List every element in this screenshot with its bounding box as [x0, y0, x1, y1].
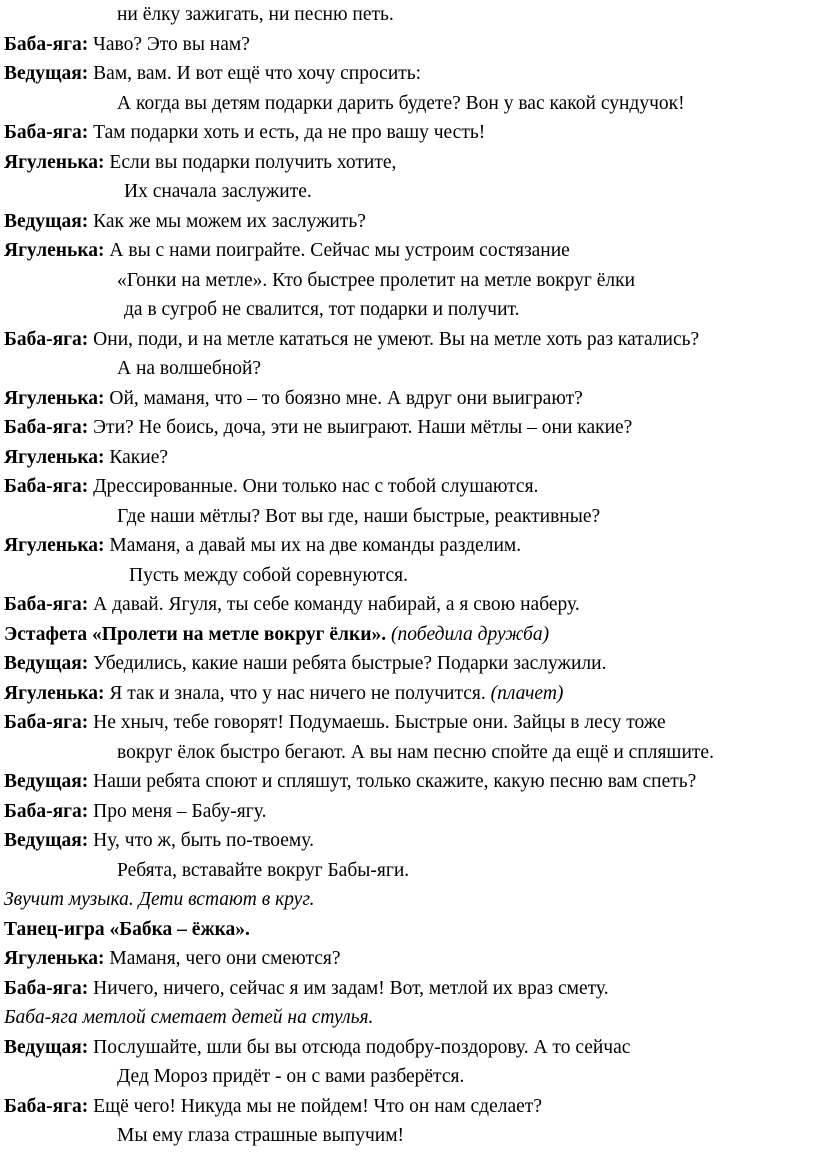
speaker-label: Ягуленька:: [4, 683, 105, 704]
speaker-label: Ягуленька:: [4, 388, 105, 409]
script-line: вокруг ёлок быстро бегают. А вы нам песню спойте да ещё и спляшите.: [117, 742, 714, 763]
stage-direction-heading: [4, 620, 549, 649]
script-line: Мы ему глаза страшные выпучим!: [117, 1125, 405, 1146]
script-line: [4, 767, 696, 796]
script-line: [4, 207, 366, 236]
script-line: [4, 443, 168, 472]
script-line: да в сугроб не свалится, тот подарки и получит.: [124, 299, 520, 320]
script-line: [4, 384, 583, 413]
speaker-label: Баба-яга:: [4, 122, 89, 143]
line-text: Ой, маманя, что – то боязно мне. А вдруг они выиграют?: [104, 388, 583, 409]
script-line: [4, 236, 570, 265]
line-text: Какие?: [104, 447, 169, 468]
script-line: [4, 1033, 630, 1062]
script-line: [4, 797, 266, 826]
stage-direction-heading: Танец-игра «Бабка – ёжка».: [4, 919, 250, 940]
script-line: Пусть между собой соревнуются.: [129, 565, 408, 586]
script-line: А когда вы детям подарки дарить будете? Вон у вас какой сундучок!: [117, 93, 685, 114]
speaker-label: Баба-яга:: [4, 801, 89, 822]
script-line: [4, 708, 666, 737]
speaker-label: Ягуленька:: [4, 447, 105, 468]
stage-direction: Звучит музыка. Дети встают в круг.: [4, 889, 315, 910]
line-text: Ну, что ж, быть по-твоему.: [88, 830, 314, 851]
speaker-label: Ведущая:: [4, 771, 89, 792]
speaker-label: Ягуленька:: [4, 240, 105, 261]
line-text: Не хныч, тебе говорят! Подумаешь. Быстрые они. Зайцы в лесу тоже: [88, 712, 666, 733]
line-text: Маманя, чего они смеются?: [104, 948, 341, 969]
script-line: [4, 413, 632, 442]
script-line: [4, 649, 606, 678]
script-line: [4, 148, 396, 177]
line-text: Как же мы можем их заслужить?: [88, 211, 366, 232]
line-text: Маманя, а давай мы их на две команды разделим.: [104, 535, 522, 556]
speaker-label: Баба-яга:: [4, 476, 89, 497]
script-line: [4, 679, 563, 708]
speaker-label: Баба-яга:: [4, 1096, 89, 1117]
script-line: Ребята, вставайте вокруг Бабы-яги.: [117, 860, 410, 881]
line-text: Если вы подарки получить хотите,: [104, 152, 397, 173]
script-line: [4, 944, 341, 973]
speaker-label: Баба-яга:: [4, 34, 89, 55]
line-text: Чаво? Это вы нам?: [88, 34, 250, 55]
script-line: А на волшебной?: [117, 358, 262, 379]
script-line: [4, 826, 314, 855]
line-text: А вы с нами поиграйте. Сейчас мы устроим состязание: [104, 240, 570, 261]
speaker-label: Ведущая:: [4, 830, 89, 851]
script-line: Где наши мётлы? Вот вы где, наши быстрые, реактивные?: [117, 506, 601, 527]
script-line: [4, 59, 421, 88]
script-line: Дед Мороз придёт - он с вами разберётся.: [117, 1066, 465, 1087]
speaker-label: Ведущая:: [4, 1037, 89, 1058]
speaker-label: Баба-яга:: [4, 712, 89, 733]
script-line: [4, 325, 699, 354]
stage-note: (победила дружба): [386, 624, 550, 645]
line-text: Они, поди, и на метле кататься не умеют. Вы на метле хоть раз катались?: [88, 329, 700, 350]
line-text: Ничего, ничего, сейчас я им задам! Вот, метлой их враз смету.: [88, 978, 609, 999]
line-text: Я так и знала, что у нас ничего не получится.: [104, 683, 491, 704]
speaker-label: Ведущая:: [4, 63, 89, 84]
stage-note: (плачет): [490, 683, 564, 704]
script-line: [4, 590, 580, 619]
speaker-label: Баба-яга:: [4, 329, 89, 350]
line-text: Про меня – Бабу-ягу.: [88, 801, 267, 822]
speaker-label: Ягуленька:: [4, 948, 105, 969]
line-text: Послушайте, шли бы вы отсюда подобру-поздорову. А то сейчас: [88, 1037, 631, 1058]
script-line: [4, 531, 521, 560]
line-text: Эти? Не боись, доча, эти не выиграют. Наши мётлы – они какие?: [88, 417, 633, 438]
script-line: [4, 30, 250, 59]
script-line: [4, 974, 609, 1003]
line-text: Ещё чего! Никуда мы не пойдем! Что он нам сделает?: [88, 1096, 542, 1117]
script-line: ни ёлку зажигать, ни песню петь.: [117, 4, 394, 25]
script-line: [4, 472, 538, 501]
script-line: «Гонки на метле». Кто быстрее пролетит на метле вокруг ёлки: [117, 270, 636, 291]
speaker-label: Ведущая:: [4, 653, 89, 674]
speaker-label: Ягуленька:: [4, 152, 105, 173]
stage-direction: Баба-яга метлой сметает детей на стулья.: [4, 1007, 374, 1028]
line-text: Вам, вам. И вот ещё что хочу спросить:: [88, 63, 422, 84]
script-line: [4, 1092, 542, 1121]
line-text: Дрессированные. Они только нас с тобой слушаются.: [88, 476, 539, 497]
line-text: А давай. Ягуля, ты себе команду набирай, а я свою наберу.: [88, 594, 580, 615]
line-text: Наши ребята споют и спляшут, только скажите, какую песню вам спеть?: [88, 771, 697, 792]
speaker-label: Баба-яга:: [4, 417, 89, 438]
script-line: [4, 118, 485, 147]
speaker-label: Баба-яга:: [4, 594, 89, 615]
speaker-label: Ведущая:: [4, 211, 89, 232]
line-text: Убедились, какие наши ребята быстрые? Подарки заслужили.: [88, 653, 607, 674]
game-title: Эстафета «Пролети на метле вокруг ёлки».: [4, 624, 387, 645]
speaker-label: Баба-яга:: [4, 978, 89, 999]
script-line: Их сначала заслужите.: [124, 181, 312, 202]
line-text: Там подарки хоть и есть, да не про вашу честь!: [88, 122, 486, 143]
speaker-label: Ягуленька:: [4, 535, 105, 556]
